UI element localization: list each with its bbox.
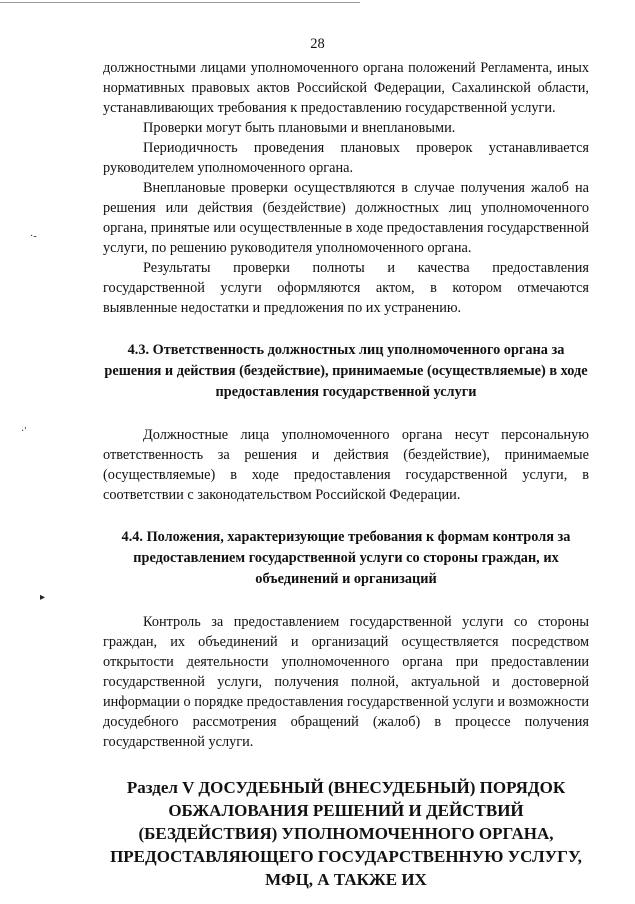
scan-top-edge-line: [0, 2, 360, 3]
section-4-3-heading: 4.3. Ответственность должностных лиц уполномоченного органа за решения и действия (бездействие), принимаемые (осуществляемые) в ходе предоставления государственной услуги: [104, 342, 588, 400]
paragraph-check-results: Результаты проверки полноты и качества предоставления государственной услуги оформляются актом, в котором отмечаются выявленные недостатки и предложения по их устранению.: [103, 260, 589, 316]
section-4-3-text: Должностные лица уполномоченного органа несут персональную ответственность за решения и действия (бездействие), принимаемые (осуществляемые) в ходе предоставления государственной услуги, в соответствии с законодательством Российской Федерации.: [103, 427, 589, 503]
scan-mark-left-2: ·': [21, 426, 27, 437]
section-v-heading: Раздел V ДОСУДЕБНЫЙ (ВНЕСУДЕБНЫЙ) ПОРЯДОК ОБЖАЛОВАНИЯ РЕШЕНИЙ И ДЕЙСТВИЙ (БЕЗДЕЙСТВИЯ) УПОЛНОМОЧЕННОГО ОРГАНА, ПРЕДОСТАВЛЯЮЩЕГО ГОСУДАРСТВЕННУЮ УСЛУГУ, МФЦ, А ТАКЖЕ ИХ: [110, 778, 582, 889]
paragraph-unscheduled-checks: Внеплановые проверки осуществляются в случае получения жалоб на решения или действия (бездействие) должностных лиц уполномоченного органа, принятые или осуществленные в ходе предоставления государственной услуги, по решению руководителя уполномоченного органа.: [103, 180, 589, 256]
paragraph-checks-periodicity: Периодичность проведения плановых проверок устанавливается руководителем уполномоченного органа.: [103, 140, 589, 176]
paragraph-checks-types: Проверки могут быть плановыми и внеплановыми.: [143, 120, 456, 136]
page-number: 28: [310, 36, 325, 52]
section-4-4-heading: 4.4. Положения, характеризующие требования к формам контроля за предоставлением государственной услуги со стороны граждан, их объединений и организаций: [121, 529, 571, 587]
section-4-4-text: Контроль за предоставлением государственной услуги со стороны граждан, их объединений и организаций осуществляется посредством открытости деятельности уполномоченного органа при предоставлении государственной услуги, получения полной, актуальной и достоверной информации о порядке предоставления государственной услуги и возможности досудебного рассмотрения обращений (жалоб) в процессе получения государственной услуги.: [103, 614, 589, 750]
document-body: [103, 58, 589, 891]
paragraph-continuation: должностными лицами уполномоченного органа положений Регламента, иных нормативных правовых актов Российской Федерации, Сахалинской области, устанавливающих требования к предоставлению государственной услуги.: [103, 60, 589, 116]
scan-mark-left-1: ·‑: [30, 231, 37, 242]
scan-mark-left-3: ▸: [40, 592, 46, 603]
